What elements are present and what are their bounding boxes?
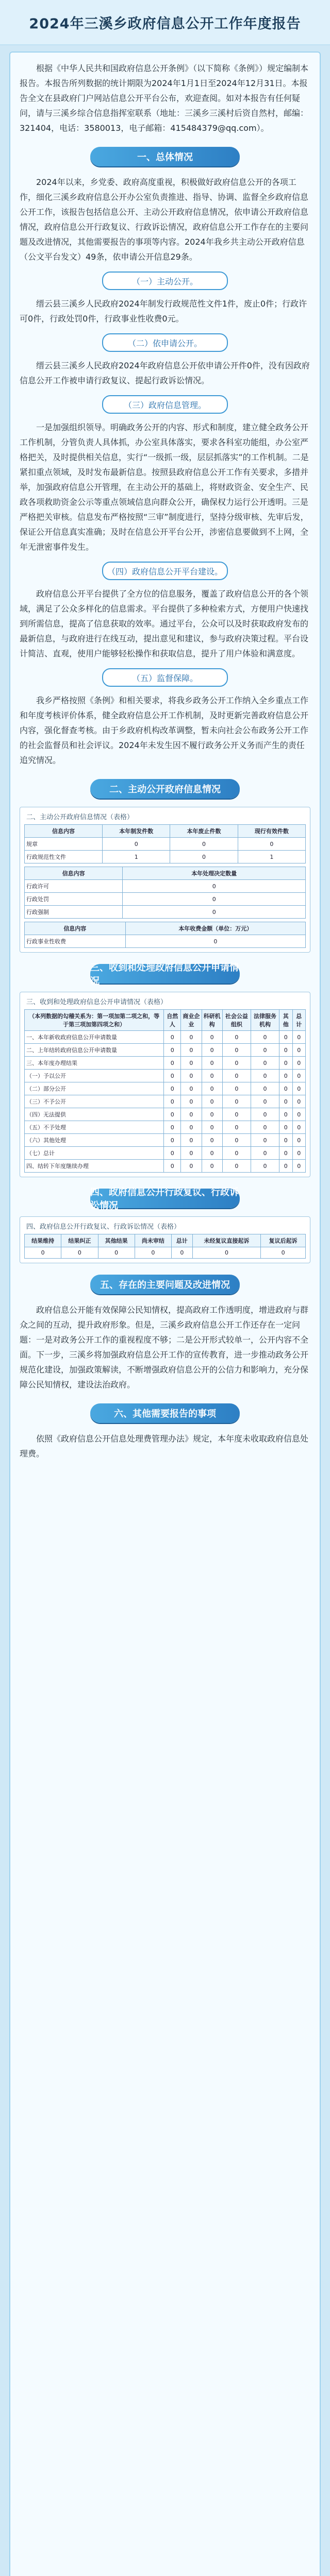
section-heading-overview: 一、总体情况 [90,147,240,166]
table-cell: 四、结转下年度继续办理 [25,1160,164,1173]
table-cell: 0 [251,1121,279,1134]
table-cell: 0 [279,1070,292,1082]
table-row [25,1147,306,1160]
table-cell: 0 [202,1160,222,1173]
table-header-cell: 其他结果 [98,1234,135,1247]
table-cell: 0 [164,1057,181,1070]
table-cell: 0 [292,1121,305,1134]
table-row [25,880,306,893]
table-cell: 行政强制 [25,906,123,919]
table-cell: 0 [202,1121,222,1134]
table-cell: 0 [222,1160,251,1173]
subsection-paragraph: 我乡严格按照《条例》和相关要求，将我乡政务公开工作纳入全乡重点工作和年度考核评价体系，健全政府信息公开工作机制，及时更新完善政府信息公开内容，强化督查考核。由于乡政府机构改革调整，暂未向社会公布政务公开工作的社会监督员和社会评议。2024年未发生因不履行政务公开义务而产生的责任追究情况。 [20,696,309,765]
table-cell: 0 [202,1082,222,1095]
table-cell: 0 [251,1070,279,1082]
table-row [25,1070,306,1082]
table-cell: 0 [222,1134,251,1147]
subsection-paragraph: 缙云县三溪乡人民政府2024年政府信息公开依申请公开件0件，没有因政府信息公开工作被申请行政复议、提起行政诉讼情况。 [20,361,310,385]
table-header-cell: 现行有效件数 [238,825,305,838]
table-cell: 0 [181,1031,202,1044]
table-cell: 0 [222,1121,251,1134]
issues-paragraph: 政府信息公开能有效保障公民知情权，提高政府工作透明度，增进政府与群众之间的互动，提升政府形象。但是，三溪乡政府信息公开工作还存在一定问题：一是对政务公开工作的重视程度不够；二是公开形式较单一，公开内容不全面。下一步，三溪乡将加强政府信息公开工作的宣传教育，进一步推动政务公开规范化建设，加强政策解读，不断增强政府信息公开的公信力和影响力，充分保障公民知情权，建设法治政府。 [20,1305,309,1389]
table-cell: 0 [292,1031,305,1044]
table-cell: 0 [222,1070,251,1082]
table-header-cell: 信息内容 [25,867,123,880]
table-header-cell: 本年制发件数 [103,825,170,838]
table-cell: 0 [251,1147,279,1160]
table-cell: 0 [292,1108,305,1121]
table-header-cell: 信息内容 [25,825,103,838]
table-header-cell: 尚未审结 [135,1234,171,1247]
table-cell: （七）总计 [25,1147,164,1160]
table-row [25,893,306,906]
table-cell: 0 [123,893,306,906]
overview-paragraph: 2024年以来，乡党委、政府高度重视，积极做好政府信息公开的各项工作，细化三溪乡政府信息公开办公室负责推进、指导、协调、监督全乡政府信息公开工作，该报告包括信息公开、主动公开政府信息情况，依申请公开政府信息情况，政府信息公开行政复议、行政诉讼情况，政府信息公开工作存在的主要问题及改进情况，其他需要报告的事项等内容。2024年我乡共主动公开政府信息（公文平台发文）49条，依申请公开信息29条。 [20,177,309,262]
table-cell: 一、本年新收政府信息公开申请数量 [25,1031,164,1044]
table-cell: 0 [251,1057,279,1070]
table-cell: 0 [164,1070,181,1082]
subsection-paragraph: 一是加强组织领导。明确政务公开的内容、形式和制度，建立健全政务公开工作机制，分管负责人具体抓，办公室具体落实，要求各科室功能组，办公室严格把关，及时提供相关信息，实行“一级抓一级，层层抓落实”的工作机制。二是紧扣重点领域，及时发布最新信息。按照县政府信息公开工作有关要求，多措并举，加强政府信息公开管理，在主动公开的基础上，将财政资金、安全生产、民政各项救助资金公示等重点领域信息向群众公开，确保权力运行公开透明。三是严格把关审核。信息发布严格按照“三审”制度进行，坚持分级审核、先审后发，保证公开信息真实准确；及时在信息公开平台公开，涉密信息要做到不上网，全年无泄密事件发生。 [20,422,309,552]
table-cell: （二）部分公开 [25,1082,164,1095]
table-cell: 三、本年度办理结果 [25,1057,164,1070]
section-heading-other: 六、其他需要报告的事项 [90,1403,240,1423]
table-cell: 0 [251,1082,279,1095]
table-header-cell: 自然人 [164,1010,181,1031]
table-row [25,1134,306,1147]
table-cell: 0 [279,1108,292,1121]
table-cell: 0 [164,1095,181,1108]
table-header-cell: 总计 [172,1234,193,1247]
apply-table [24,1009,306,1173]
table-cell: 1 [103,851,170,863]
table-cell: 0 [251,1134,279,1147]
table-row [25,906,306,919]
table-cell: 0 [279,1044,292,1057]
table-cell: 0 [181,1057,202,1070]
table-cell: 0 [279,1031,292,1044]
table-cell: 0 [181,1070,202,1082]
subsection-paragraph: 缙云县三溪乡人民政府2024年制发行政规范性文件1件，废止0件；行政许可0件，行政处罚0件，行政事业性收费0元。 [20,299,307,324]
table-cell: 0 [251,1095,279,1108]
table-cell: 0 [61,1247,98,1259]
table-cell: 0 [238,838,305,851]
table-cell: （一）予以公开 [25,1070,164,1082]
table-cell: 0 [292,1070,305,1082]
table-cell: 0 [202,1095,222,1108]
table-cell: 0 [181,1160,202,1173]
table-header-cell: 商业企业 [181,1010,202,1031]
table-row [25,1095,306,1108]
table-row [25,1121,306,1134]
table-cell: 0 [125,935,305,948]
subsection-heading: （四）政府信息公开平台建设。 [102,562,228,580]
table-row [25,1247,306,1259]
table-row [25,1082,306,1095]
table-cell: 0 [222,1147,251,1160]
table-row [25,851,306,863]
table-row [25,1044,306,1057]
table-cell: 0 [164,1134,181,1147]
table-cell: 0 [222,1031,251,1044]
review-table-box [20,1216,310,1263]
table-cell: 0 [279,1134,292,1147]
table-header-cell: 总计 [292,1010,305,1031]
table-cell: 0 [261,1247,306,1259]
table-cell: 二、上年结转政府信息公开申请数量 [25,1044,164,1057]
table-cell: 0 [222,1044,251,1057]
table-cell: 0 [222,1095,251,1108]
section-heading-apply: 三、收到和处理政府信息公开申请情况 [90,962,239,987]
table-cell: 0 [251,1160,279,1173]
page-title: 2024年三溪乡政府信息公开工作年度报告 [29,15,301,32]
table-header-cell: 本年处理决定数量 [123,867,306,880]
subsection-paragraph: 政府信息公开平台提供了全方位的信息服务，覆盖了政府信息公开的各个领域，满足了公众多样化的信息需求。平台提供了多种检索方式，方便用户快速找到所需信息，提高了信息获取的效率。通过平台，公众可以及时获取政府发布的最新信息，与政府进行在线互动，提出意见和建议，参与政府决策过程。平台设计简洁、直观，使用户能够轻松操作和获取信息，提升了用户体验和满意度。 [20,589,309,658]
table-cell: 0 [202,1134,222,1147]
table-cell: 0 [251,1031,279,1044]
section-heading-active: 二、主动公开政府信息情况 [90,779,240,799]
active-table-title: 二、主动公开政府信息情况（表格） [26,814,134,821]
table-cell: 0 [279,1160,292,1173]
table-row [25,935,306,948]
table-header-cell: 其他 [279,1010,292,1031]
table-cell: 0 [192,1247,261,1259]
table-cell: 1 [238,851,305,863]
table-cell: 0 [164,1147,181,1160]
table-cell: 行政处罚 [25,893,123,906]
table-cell: 0 [222,1082,251,1095]
table-cell: 0 [164,1044,181,1057]
table-cell: 0 [181,1134,202,1147]
table-header-cell: 未经复议直接起诉 [192,1234,261,1247]
table-cell: 0 [279,1121,292,1134]
subsection-heading: （二）依申请公开。 [102,333,228,352]
table-cell: 0 [181,1108,202,1121]
apply-table-box [20,992,310,1177]
section-heading-review: 四、政府信息公开行政复议、行政诉讼情况 [90,1187,239,1211]
table-cell: 0 [279,1095,292,1108]
active-table-3 [24,922,306,948]
table-cell: 0 [292,1044,305,1057]
table-cell: 0 [181,1147,202,1160]
table-cell: 行政规范性文件 [25,851,103,863]
table-header-cell: （本列数据的勾稽关系为：第一项加第二项之和，等于第三项加第四项之和） [25,1010,164,1031]
table-header-cell: 本年废止件数 [170,825,238,838]
table-row [25,1057,306,1070]
table-cell: 0 [279,1057,292,1070]
table-cell: 0 [202,1044,222,1057]
top-banner [0,0,330,45]
table-header-cell: 本年收费金额（单位：万元） [125,922,305,935]
table-cell: 0 [164,1121,181,1134]
table-cell: 0 [135,1247,171,1259]
table-cell: （五）不予处理 [25,1121,164,1134]
table-header-cell: 法律服务机构 [251,1010,279,1031]
table-cell: 0 [251,1044,279,1057]
table-cell: （四）无法提供 [25,1108,164,1121]
report-paper [9,52,321,2576]
table-cell: 0 [164,1160,181,1173]
table-header-cell: 社会公益组织 [222,1010,251,1031]
table-cell: 0 [202,1147,222,1160]
table-cell: 0 [251,1108,279,1121]
table-header-cell: 结果纠正 [61,1234,98,1247]
table-cell: 0 [123,906,306,919]
table-cell: 0 [279,1082,292,1095]
subsection-heading: （一）主动公开。 [102,272,228,290]
table-cell: 0 [222,1057,251,1070]
table-cell: 0 [279,1147,292,1160]
table-row [25,1108,306,1121]
table-cell: 0 [25,1247,61,1259]
table-cell: 0 [292,1095,305,1108]
table-row [25,1031,306,1044]
table-row [25,1160,306,1173]
table-cell: 0 [202,1031,222,1044]
table-cell: 0 [164,1031,181,1044]
table-header-cell: 结果维持 [25,1234,61,1247]
table-cell: 行政许可 [25,880,123,893]
table-header-cell: 复议后起诉 [261,1234,306,1247]
table-cell: 0 [292,1082,305,1095]
section-heading-issues: 五、存在的主要问题及改进情况 [90,1275,240,1294]
table-cell: 行政事业性收费 [25,935,126,948]
table-cell: 0 [202,1070,222,1082]
table-cell: 0 [98,1247,135,1259]
table-cell: 0 [123,880,306,893]
apply-table-title: 三、收到和处理政府信息公开申请情况（表格） [26,998,168,1006]
table-cell: 0 [222,1108,251,1121]
table-cell: （六）其他处理 [25,1134,164,1147]
table-cell: 0 [292,1134,305,1147]
table-cell: 0 [164,1082,181,1095]
review-table-title: 四、政府信息公开行政复议、行政诉讼情况（表格） [26,1223,181,1231]
subsection-heading: （三）政府信息管理。 [102,395,228,414]
table-cell: 0 [170,851,238,863]
table-cell: 0 [181,1121,202,1134]
active-table-box [20,807,310,953]
table-cell: 0 [292,1147,305,1160]
table-cell: 规章 [25,838,103,851]
table-cell: 0 [181,1095,202,1108]
table-cell: 0 [202,1057,222,1070]
table-header-cell: 信息内容 [25,922,126,935]
table-cell: 0 [103,838,170,851]
subsection-heading: （五）监督保障。 [102,668,228,687]
table-cell: 0 [181,1044,202,1057]
active-table-2 [24,867,306,919]
intro-paragraph: 根据《中华人民共和国政府信息公开条例》（以下简称《条例》）规定编制本报告。本报告所列数据的统计期限为2024年1月1日至2024年12月31日。本报告全文在县政府门户网站信息公开平台公布，欢迎查阅。如对本报告有任何疑问，请与三溪乡综合信息指挥室联系（地址：三溪乡三溪村后资自然村，邮编：321404，电话：3580013，电子邮箱：415484379@qq.com）。 [20,63,309,133]
active-table [24,824,306,863]
table-cell: 0 [292,1160,305,1173]
table-cell: 0 [164,1108,181,1121]
table-cell: 0 [181,1082,202,1095]
other-paragraph: 依照《政府信息公开信息处理费管理办法》规定，本年度未收取政府信息处理费。 [20,1434,309,1459]
table-header-cell: 科研机构 [202,1010,222,1031]
table-cell: 0 [172,1247,193,1259]
table-cell: 0 [292,1057,305,1070]
table-cell: （三）不予公开 [25,1095,164,1108]
review-table [24,1234,306,1259]
table-row [25,838,306,851]
table-cell: 0 [202,1108,222,1121]
table-cell: 0 [170,838,238,851]
